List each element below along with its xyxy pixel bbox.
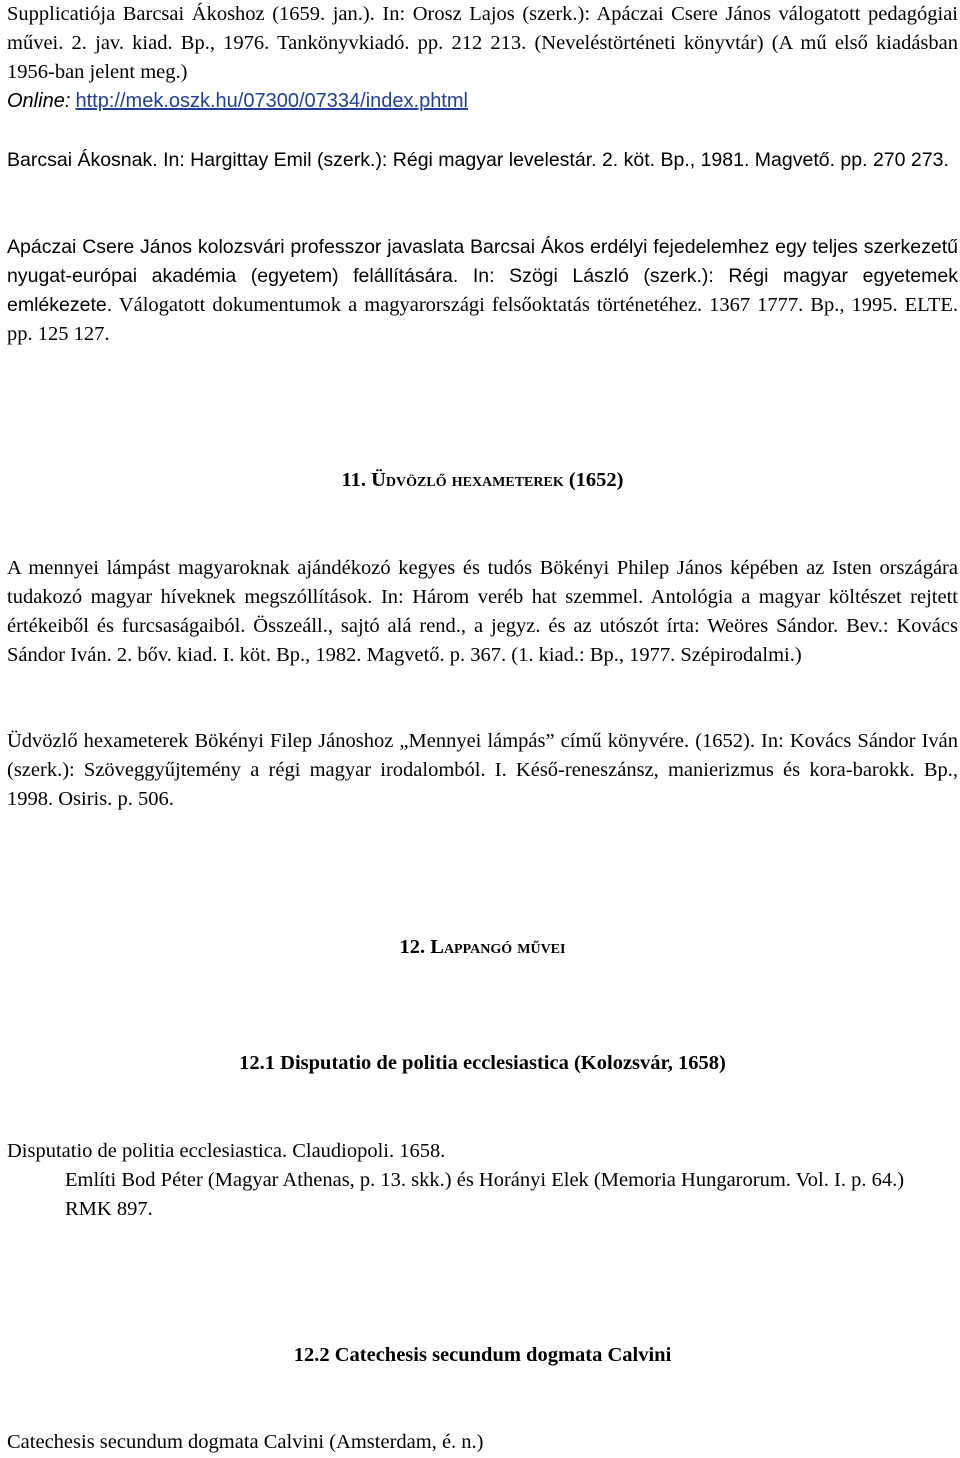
reference-text: Üdvözlő hexameterek Bökényi Filep Jánoshoz „Mennyei lámpás” című könyvére. (1652). In: Kovács Sándor Iván (szerk.): Szöveggyűjtemény a régi magyar irodalomból. I. Késő-reneszánsz, manierizmus és kora-barokk. Bp., 1998. Osiris. p. 506. bbox=[7, 730, 958, 810]
reference-catechesis bbox=[7, 1428, 958, 1457]
reference-text: Catechesis secundum dogmata Calvini (Amsterdam, é. n.) bbox=[7, 1431, 484, 1453]
section-12-1-heading: 12.1 Disputatio de politia ecclesiastica (Kolozsvár, 1658) bbox=[239, 1052, 726, 1074]
reference-rmk: RMK 897. bbox=[65, 1198, 153, 1220]
reference-text: A mennyei lámpást magyaroknak ajándékozó kegyes és tudós Bökényi Philep János képében az Isten országára tudakozó magyar híveknek megszóllítások. In: Három veréb hat szemmel. Antológia a magyar költészet rejtett értékeiből és furcsaságaiból. Összeáll., sajtó alá rend., a jegyz. és az utószót írta: Weöres Sándor. Bev.: Kovács Sándor Iván. 2. bőv. kiad. I. köt. Bp., 1982. Magvető. p. 367. (1. kiad.: Bp., 1977. Szépirodalmi.) bbox=[7, 557, 958, 666]
reference-text: Barcsai Ákosnak. In: Hargittay Emil (szerk.): Régi magyar levelestár. 2. köt. Bp., 1981. Magvető. pp. 270 273. bbox=[7, 149, 949, 171]
online-label: Online: bbox=[7, 90, 71, 112]
reference-harom-vereb bbox=[7, 554, 958, 670]
online-link[interactable]: http://mek.oszk.hu/07300/07334/index.phtml bbox=[75, 90, 468, 112]
reference-supplicatio bbox=[7, 0, 958, 116]
reference-disputatio bbox=[7, 1137, 958, 1224]
section-11-heading: 11. Üdvözlő hexameterek (1652) bbox=[341, 469, 624, 491]
section-12-2-heading: 12.2 Catechesis secundum dogmata Calvini bbox=[293, 1344, 672, 1366]
section-12-heading: 12. Lappangó művei bbox=[399, 936, 566, 958]
reference-egyetem bbox=[7, 233, 958, 349]
reference-text-sans: Apáczai Csere János kolozsvári professzor javaslata Barcsai Ákos erdélyi fejedelemhez egy teljes szerkezetű nyugat-európai akadémia (egyetem) felállítására. In: Szögi László (szerk.): Régi magyar egyetemek emlékezete. bbox=[7, 236, 958, 316]
reference-text: Supplicatiója Barcsai Ákoshoz (1659. jan.). In: Orosz Lajos (szerk.): Apáczai Csere János válogatott pedagógiai művei. 2. jav. kiad. Bp., 1976. Tankönyvkiadó. pp. 212 213. (Neveléstörténeti könyvtár) (A mű első kiadásban 1956-ban jelent meg.) bbox=[7, 3, 958, 83]
reference-text: Disputatio de politia ecclesiastica. Claudiopoli. 1658. bbox=[7, 1140, 446, 1162]
reference-levelestar bbox=[7, 146, 958, 175]
reference-note: Említi Bod Péter (Magyar Athenas, p. 13. skk.) és Horányi Elek (Memoria Hungarorum. Vol. I. p. 64.) bbox=[65, 1169, 905, 1191]
reference-szoveggyujtemeny bbox=[7, 727, 958, 814]
reference-text-serif: Válogatott dokumentumok a magyarországi felsőoktatás történetéhez. 1367 1777. Bp., 1995. ELTE. pp. 125 127. bbox=[7, 294, 958, 345]
